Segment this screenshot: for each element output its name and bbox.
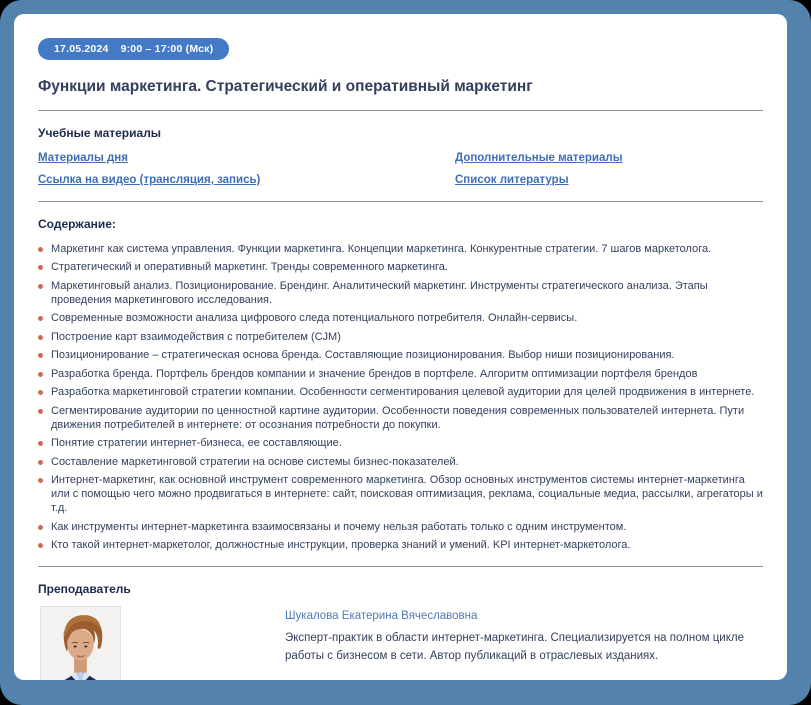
- list-item-text: Стратегический и оперативный маркетинг. Тренды современного маркетинга.: [51, 261, 448, 274]
- bullet-icon: [38, 460, 43, 465]
- list-item-text: Разработка маркетинговой стратегии компании. Особенности сегментирования целевой аудитории для целей продвижения в интернете.: [51, 386, 755, 399]
- date-time-badge: [38, 38, 229, 60]
- list-item-text: Сегментирование аудитории по ценностной картине аудитории. Особенности поведения современных пользователей интернета. Пути движения потребителей в интернете: от осознания потребности до покупки.: [51, 404, 745, 431]
- list-item-text: Понятие стратегии интернет-бизнеса, ее составляющие.: [51, 437, 342, 450]
- bullet-icon: [38, 441, 43, 446]
- page-title: Функции маркетинга. Стратегический и оперативный маркетинг: [38, 78, 533, 95]
- list-item: [38, 386, 763, 400]
- list-item: [38, 280, 763, 308]
- list-item-text: Построение карт взаимодействия с потребителем (CJM): [51, 330, 341, 343]
- list-item: [38, 368, 763, 382]
- bullet-icon: [38, 543, 43, 548]
- content-list: [38, 243, 763, 553]
- teacher-heading: Преподаватель: [38, 581, 131, 596]
- link-literature-list[interactable]: Список литературы: [455, 174, 569, 186]
- bullet-icon: [38, 353, 43, 358]
- link-video[interactable]: Ссылка на видео (трансляция, запись): [38, 174, 261, 186]
- list-item-text: Позиционирование – стратегическая основа бренда. Составляющие позиционирования. Выбор ниши позиционирования.: [51, 349, 675, 362]
- bullet-icon: [38, 265, 43, 270]
- divider: [38, 110, 763, 111]
- bullet-icon: [38, 316, 43, 321]
- bullet-icon: [38, 247, 43, 252]
- event-card: [14, 14, 787, 680]
- event-date: 17.05.2024: [54, 43, 109, 55]
- list-item: [38, 437, 763, 451]
- teacher-bio: Эксперт-практик в области интернет-маркетинга. Специализируется на полном цикле работы с бизнесом в сети. Автор публикаций в отраслевых изданиях.: [285, 631, 744, 662]
- list-item: [38, 349, 763, 363]
- list-item: [38, 261, 763, 275]
- bullet-icon: [38, 335, 43, 340]
- list-item-text: Разработка бренда. Портфель брендов компании и значение брендов в портфеле. Алгоритм оптимизации портфеля брендов: [51, 367, 698, 380]
- bullet-icon: [38, 409, 43, 414]
- link-additional-materials[interactable]: Дополнительные материалы: [455, 152, 623, 164]
- bullet-icon: [38, 284, 43, 289]
- materials-heading: Учебные материалы: [38, 126, 162, 140]
- teacher-photo: [40, 606, 121, 680]
- divider: [38, 566, 763, 567]
- teacher-block: [38, 606, 763, 680]
- teacher-name-link[interactable]: Шукалова Екатерина Вячеславовна: [285, 609, 478, 622]
- list-item-text: Интернет-маркетинг, как основной инструмент современного маркетинга. Обзор основных инструментов системы интернет-маркетинга или с помощью чего можно продвигаться в интернете: сайт, поисковая оптимизация, реклама, социальные медиа, рассылки, агрегаторы и т.д.: [51, 474, 763, 515]
- list-item-text: Маркетинговый анализ. Позиционирование. Брендинг. Аналитический маркетинг. Инструменты стратегического анализа. Этапы проведения маркетингового исследования.: [51, 279, 708, 306]
- list-item: [38, 331, 763, 345]
- divider: [38, 201, 763, 202]
- list-item-text: Кто такой интернет-маркетолог, должностные инструкции, проверка знаний и умений. KPI интернет-маркетолога.: [51, 538, 631, 551]
- list-item: [38, 243, 763, 257]
- list-item: [38, 539, 763, 553]
- bullet-icon: [38, 372, 43, 377]
- list-item: [38, 456, 763, 470]
- bullet-icon: [38, 390, 43, 395]
- list-item: [38, 474, 763, 516]
- list-item: [38, 312, 763, 326]
- event-time: 9:00 – 17:00 (Мск): [120, 43, 214, 55]
- link-day-materials[interactable]: Материалы дня: [38, 152, 128, 164]
- list-item-text: Как инструменты интернет-маркетинга взаимосвязаны и почему нельзя работать только с одним инструментом.: [51, 520, 627, 533]
- content-heading: Содержание:: [38, 217, 116, 231]
- list-item-text: Маркетинг как система управления. Функции маркетинга. Концепции маркетинга. Конкурентные стратегии. 7 шагов маркетолога.: [51, 243, 712, 255]
- bullet-icon: [38, 478, 43, 483]
- list-item: [38, 521, 763, 535]
- list-item-text: Современные возможности анализа цифрового следа потенциального потребителя. Онлайн-сервисы.: [51, 312, 578, 325]
- list-item: [38, 405, 763, 433]
- bullet-icon: [38, 525, 43, 530]
- materials-links: [38, 150, 763, 188]
- list-item-text: Составление маркетинговой стратегии на основе системы бизнес-показателей.: [51, 455, 459, 468]
- teacher-info: [285, 606, 758, 680]
